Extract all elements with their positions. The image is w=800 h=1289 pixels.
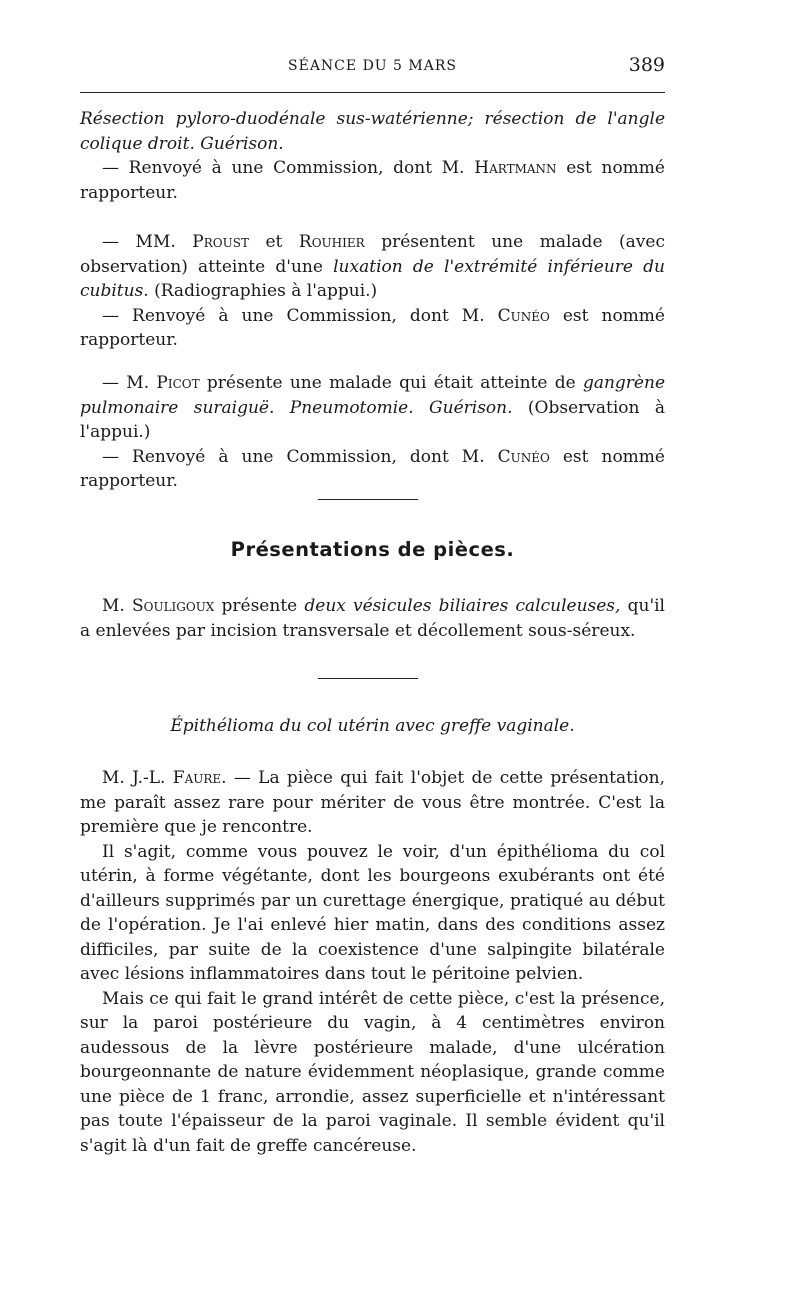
- diagnosis: deux vésicules biliaires calculeuses,: [304, 596, 621, 616]
- surgeon-name: Faure: [172, 768, 222, 788]
- running-head: SÉANCE DU 5 MARS: [288, 58, 457, 74]
- presentation-text: présente: [214, 596, 305, 616]
- referral-cuneo: [80, 304, 665, 353]
- referral-hartmann: [80, 156, 665, 205]
- presentation-luxation: [80, 230, 665, 304]
- block-proust-rouhier: [80, 230, 665, 353]
- page-header: [80, 50, 665, 80]
- referral-text: — Renvoyé à une Commission, dont M.: [102, 446, 498, 467]
- presentation-text: M.: [102, 596, 132, 616]
- presentation-vesicules: [80, 594, 665, 643]
- resection-title: Résection pyloro-duodénale sus-watérienne; résection de l'angle colique droit. Guérison.: [80, 109, 665, 154]
- block-souligoux: [80, 594, 665, 643]
- referral-text: — Renvoyé à une Commission, dont M.: [102, 305, 498, 326]
- surgeon-name: Hartmann: [474, 158, 557, 178]
- conjunction: et: [248, 232, 299, 252]
- presentation-text: — MM.: [102, 232, 193, 252]
- referral-text: — Renvoyé à une Commission, dont M.: [102, 158, 475, 178]
- faure-paragraph-2: Il s'agit, comme vous pouvez le voir, d'un épithélioma du col utérin, à forme végétante, dont les bourgeons exubérants ont été d'ailleurs supprimés par un curettage énergique, pratiqué au début de l'opération. Je l'ai enlevé hier matin, dans des conditions assez difficiles, par suite de la coexistence d'une salpingite bilatérale avec lésions inflammatoires dans tout le péritoine pelvien.: [80, 841, 665, 984]
- case-title-resection: [80, 107, 665, 156]
- block-faure: [80, 766, 665, 1158]
- presentation-text: . — La pièce qui fait l'objet de cette présentation, me paraît assez rare pour mériter de vous être montrée. C'est la première que je rencontre.: [80, 768, 665, 837]
- surgeon-name: Picot: [156, 373, 200, 393]
- separator-rule: [318, 499, 418, 500]
- separator-rule: [318, 678, 418, 679]
- presentation-text: (Observation à l'appui.): [80, 397, 666, 442]
- referral-text: est nommé rapporteur.: [80, 446, 665, 491]
- surgeon-name: Cunéo: [497, 446, 550, 467]
- surgeon-name: Proust: [192, 232, 249, 252]
- surgeon-name: Cunéo: [497, 305, 550, 326]
- header-rule: [80, 92, 665, 93]
- presentation-gangrene: [80, 371, 665, 445]
- case-title: Épithélioma du col utérin avec greffe vaginale.: [170, 716, 575, 736]
- diagnosis: gangrène pulmonaire suraiguë. Pneumotomie. Guérison.: [80, 373, 665, 418]
- surgeon-name: Souligoux: [131, 596, 215, 616]
- presentation-text: qu'il a enlevées par incision transversale et décollement sous-séreux.: [80, 596, 665, 641]
- faure-paragraph-1: [80, 766, 665, 840]
- faure-paragraph-3: Mais ce qui fait le grand intérêt de cette pièce, c'est la présence, sur la paroi postérieure du vagin, à 4 centimètres environ audessous de la lèvre postérieure malade, d'une ulcération bourgeonnante de nature évidemment néoplasique, grande comme une pièce de 1 franc, arrondie, assez superficielle et n'intéressant pas toute l'épaisseur de la paroi vaginale. Il semble évident qu'il s'agit là d'un fait de greffe cancéreuse.: [80, 988, 665, 1156]
- presentation-text: M. J.-L.: [102, 768, 173, 788]
- referral-text: est nommé rapporteur.: [80, 158, 665, 203]
- presentation-text: présente une malade qui était atteinte de: [199, 373, 583, 393]
- presentation-text: (Radiographies à l'appui.): [148, 281, 378, 301]
- referral-cuneo: [80, 445, 665, 494]
- block-hartmann: [80, 107, 665, 205]
- presentation-text: — M.: [102, 373, 157, 393]
- block-picot: [80, 371, 665, 494]
- section-heading: Présentations de pièces.: [230, 538, 515, 561]
- page-number: 389: [628, 54, 665, 76]
- presentation-text: présentent une malade (avec observation) atteinte d'une: [80, 232, 665, 277]
- referral-text: est nommé rapporteur.: [80, 305, 665, 350]
- surgeon-name: Rouhier: [298, 232, 365, 252]
- diagnosis: luxation de l'extrémité inférieure du cubitus.: [80, 256, 665, 301]
